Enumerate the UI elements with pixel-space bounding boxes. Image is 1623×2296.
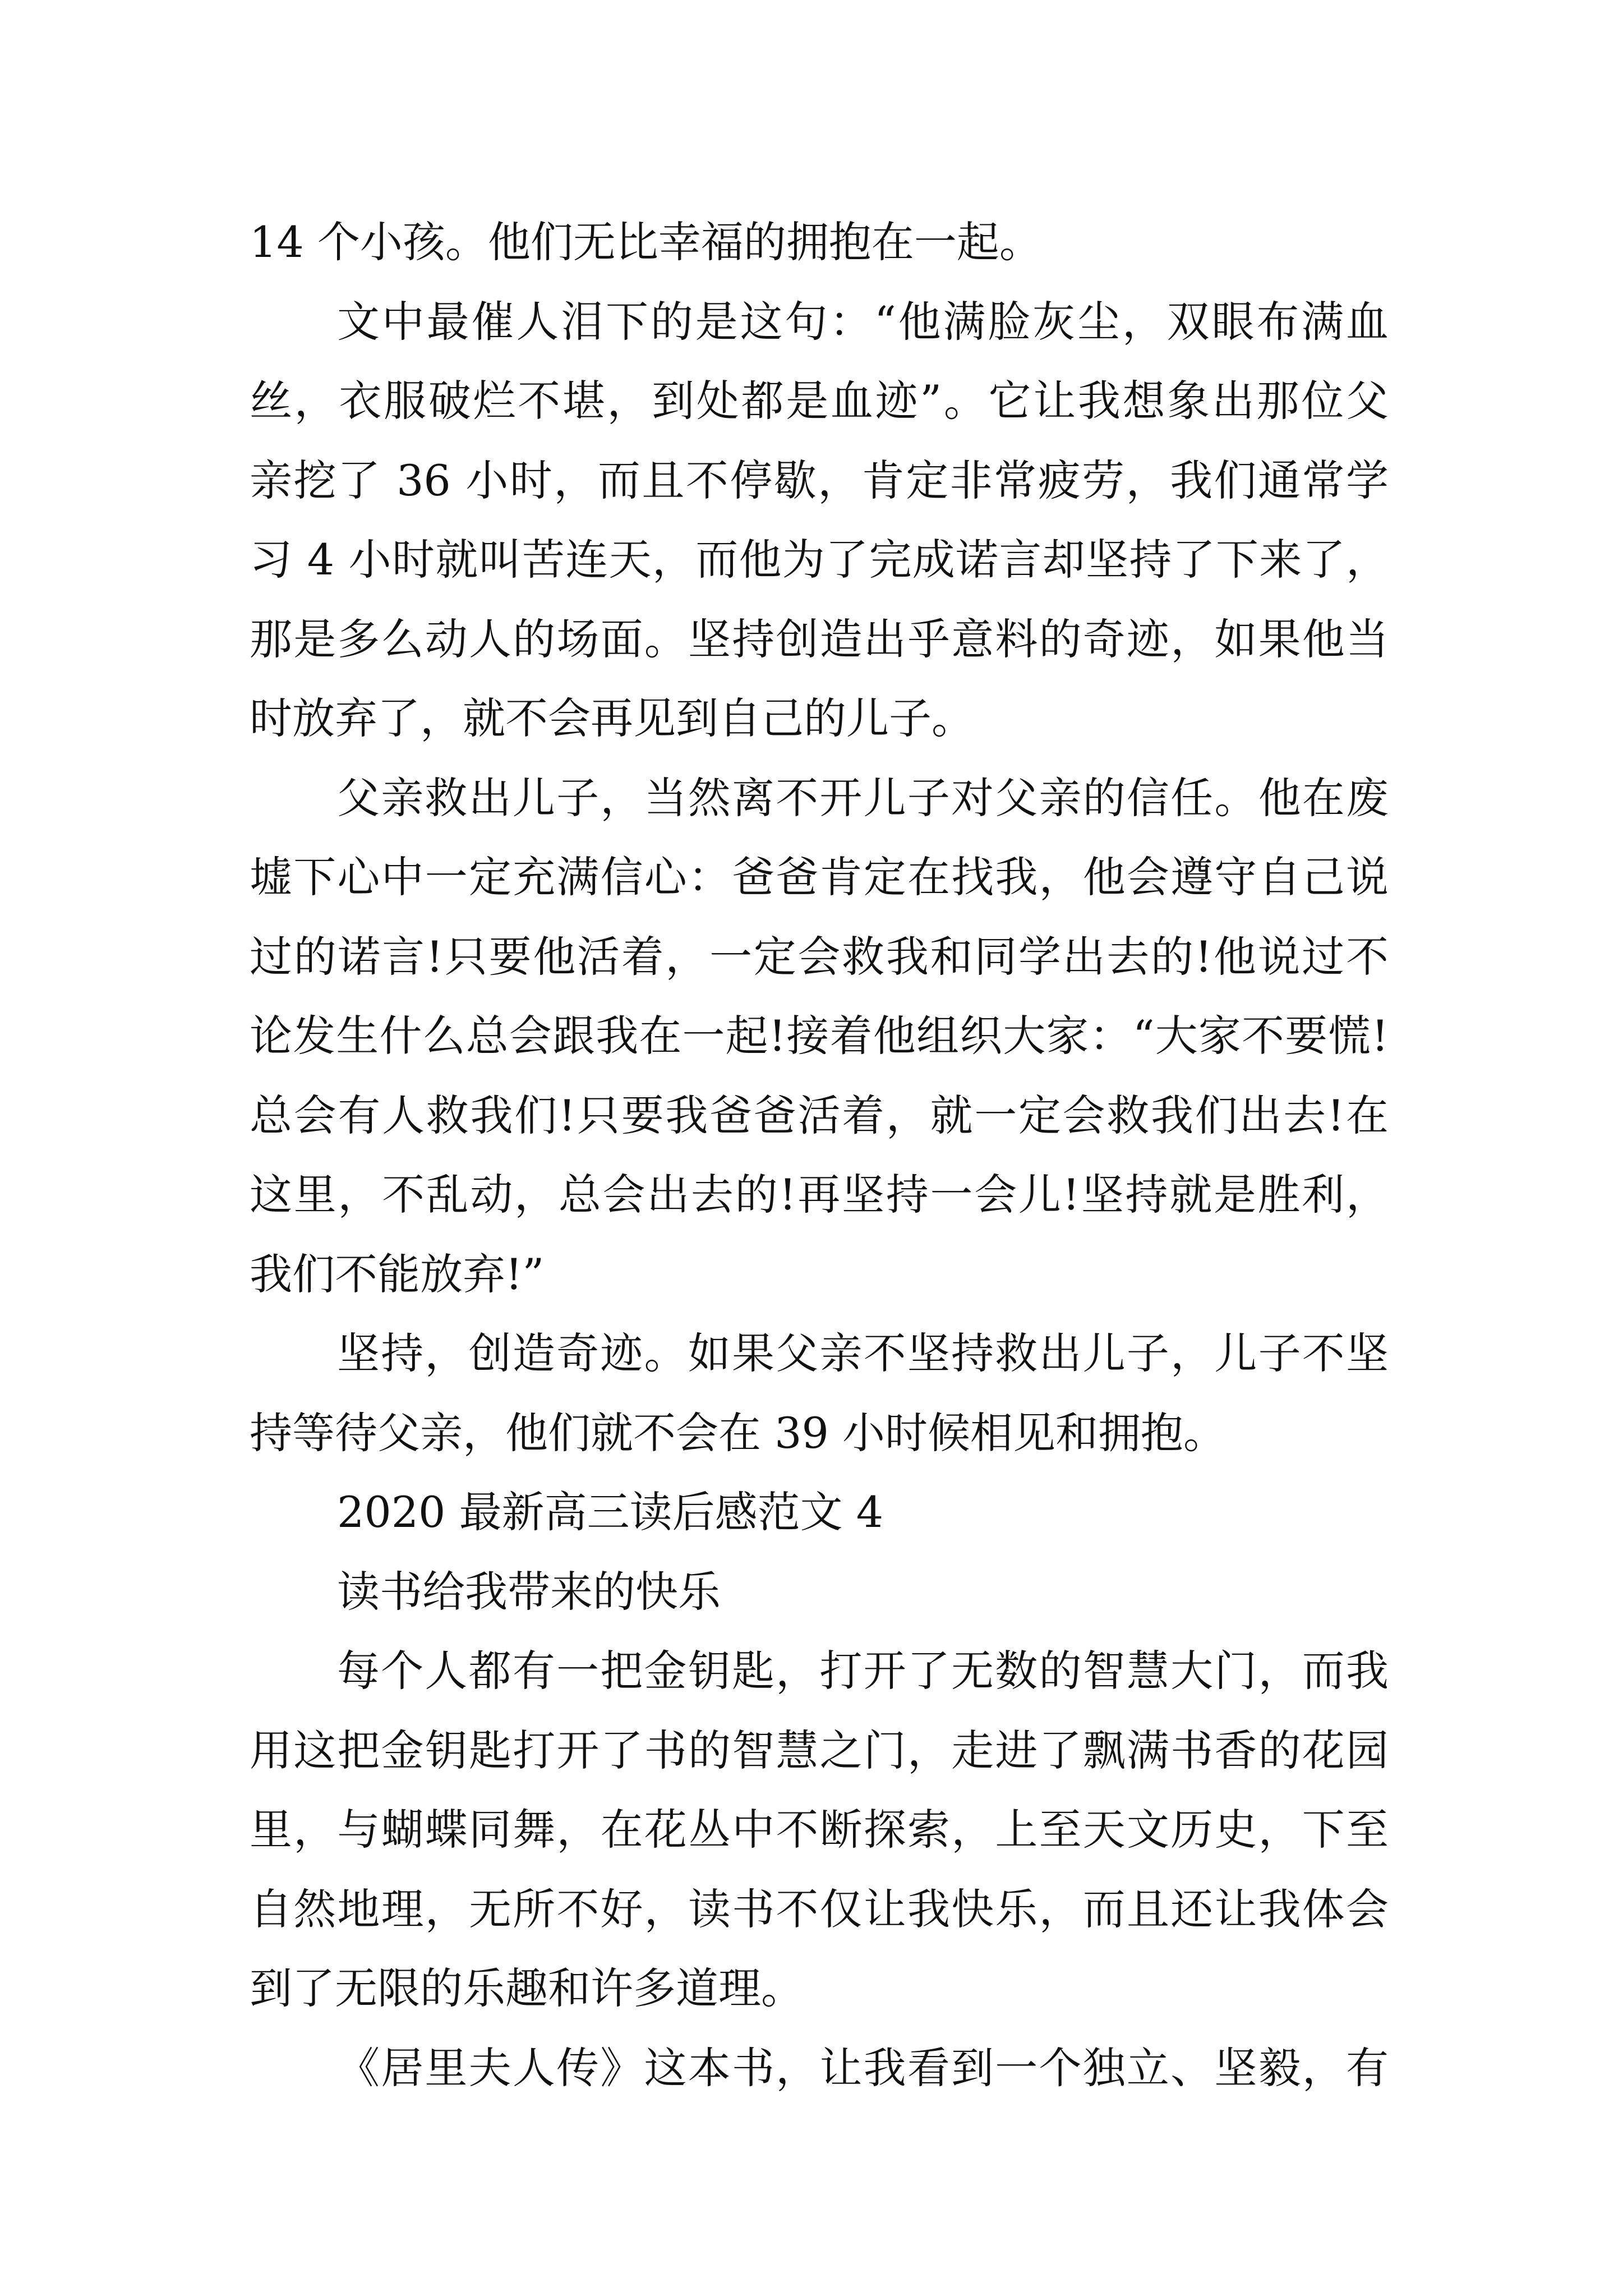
text-line: 那是多么动人的场面。坚持创造出乎意料的奇迹，如果他当 <box>250 614 1389 664</box>
text-line: 亲挖了 36 小时，而且不停歇，肯定非常疲劳，我们通常学 <box>250 455 1389 505</box>
section-title: 2020 最新高三读后感范文 4 <box>337 1487 884 1537</box>
text-line: 到了无限的乐趣和许多道理。 <box>250 1963 804 2013</box>
text-line: 这里，不乱动，总会出去的!再坚持一会儿!坚持就是胜利， <box>250 1170 1389 1220</box>
paragraph-continuation <box>250 203 1389 282</box>
paragraph <box>250 2028 1389 2108</box>
essay-title: 读书给我带来的快乐 <box>337 1566 721 1617</box>
text-line: 自然地理，无所不好，读书不仅让我快乐，而且还让我体会 <box>250 1884 1389 1934</box>
text-line: 持等待父亲，他们就不会在 39 小时候相见和拥抱。 <box>250 1407 1227 1458</box>
text-line: 用这把金钥匙打开了书的智慧之门，走进了飘满书香的花园 <box>250 1725 1389 1775</box>
text-line: 里，与蝴蝶同舞，在花丛中不断探索，上至天文历史，下至 <box>250 1805 1389 1855</box>
section-heading <box>250 1473 1389 1552</box>
text-line: 习 4 小时就叫苦连天，而他为了完成诺言却坚持了下来了， <box>250 535 1389 585</box>
text-line: 过的诺言!只要他活着，一定会救我和同学出去的!他说过不 <box>250 931 1389 982</box>
text-line: 父亲救出儿子，当然离不开儿子对父亲的信任。他在废 <box>337 772 1389 823</box>
text-line: 论发生什么总会跟我在一起!接着他组织大家：“大家不要慌! <box>250 1011 1389 1061</box>
paragraph <box>250 758 1389 1314</box>
text-line: 时放弃了，就不会再见到自己的儿子。 <box>250 693 974 743</box>
paragraph <box>250 1631 1389 2028</box>
text-line: 坚持，创造奇迹。如果父亲不坚持救出儿子，儿子不坚 <box>337 1328 1389 1378</box>
essay-heading <box>250 1552 1389 1632</box>
text-line: 《居里夫人传》这本书，让我看到一个独立、坚毅，有 <box>337 2042 1389 2093</box>
paragraph <box>250 282 1389 758</box>
text-line: 文中最催人泪下的是这句：“他满脸灰尘，双眼布满血 <box>337 296 1389 347</box>
text-line: 每个人都有一把金钥匙，打开了无数的智慧大门，而我 <box>337 1646 1389 1696</box>
text-line: 墟下心中一定充满信心：爸爸肯定在找我，他会遵守自己说 <box>250 852 1389 902</box>
text-line: 总会有人救我们!只要我爸爸活着，就一定会救我们出去!在 <box>250 1090 1389 1140</box>
document-body <box>250 203 1389 2108</box>
text-line: 14 个小孩。他们无比幸福的拥抱在一起。 <box>250 217 1042 267</box>
paragraph <box>250 1314 1389 1473</box>
text-line: 我们不能放弃!” <box>250 1249 545 1299</box>
text-line: 丝，衣服破烂不堪，到处都是血迹”。它让我想象出那位父 <box>250 376 1389 426</box>
